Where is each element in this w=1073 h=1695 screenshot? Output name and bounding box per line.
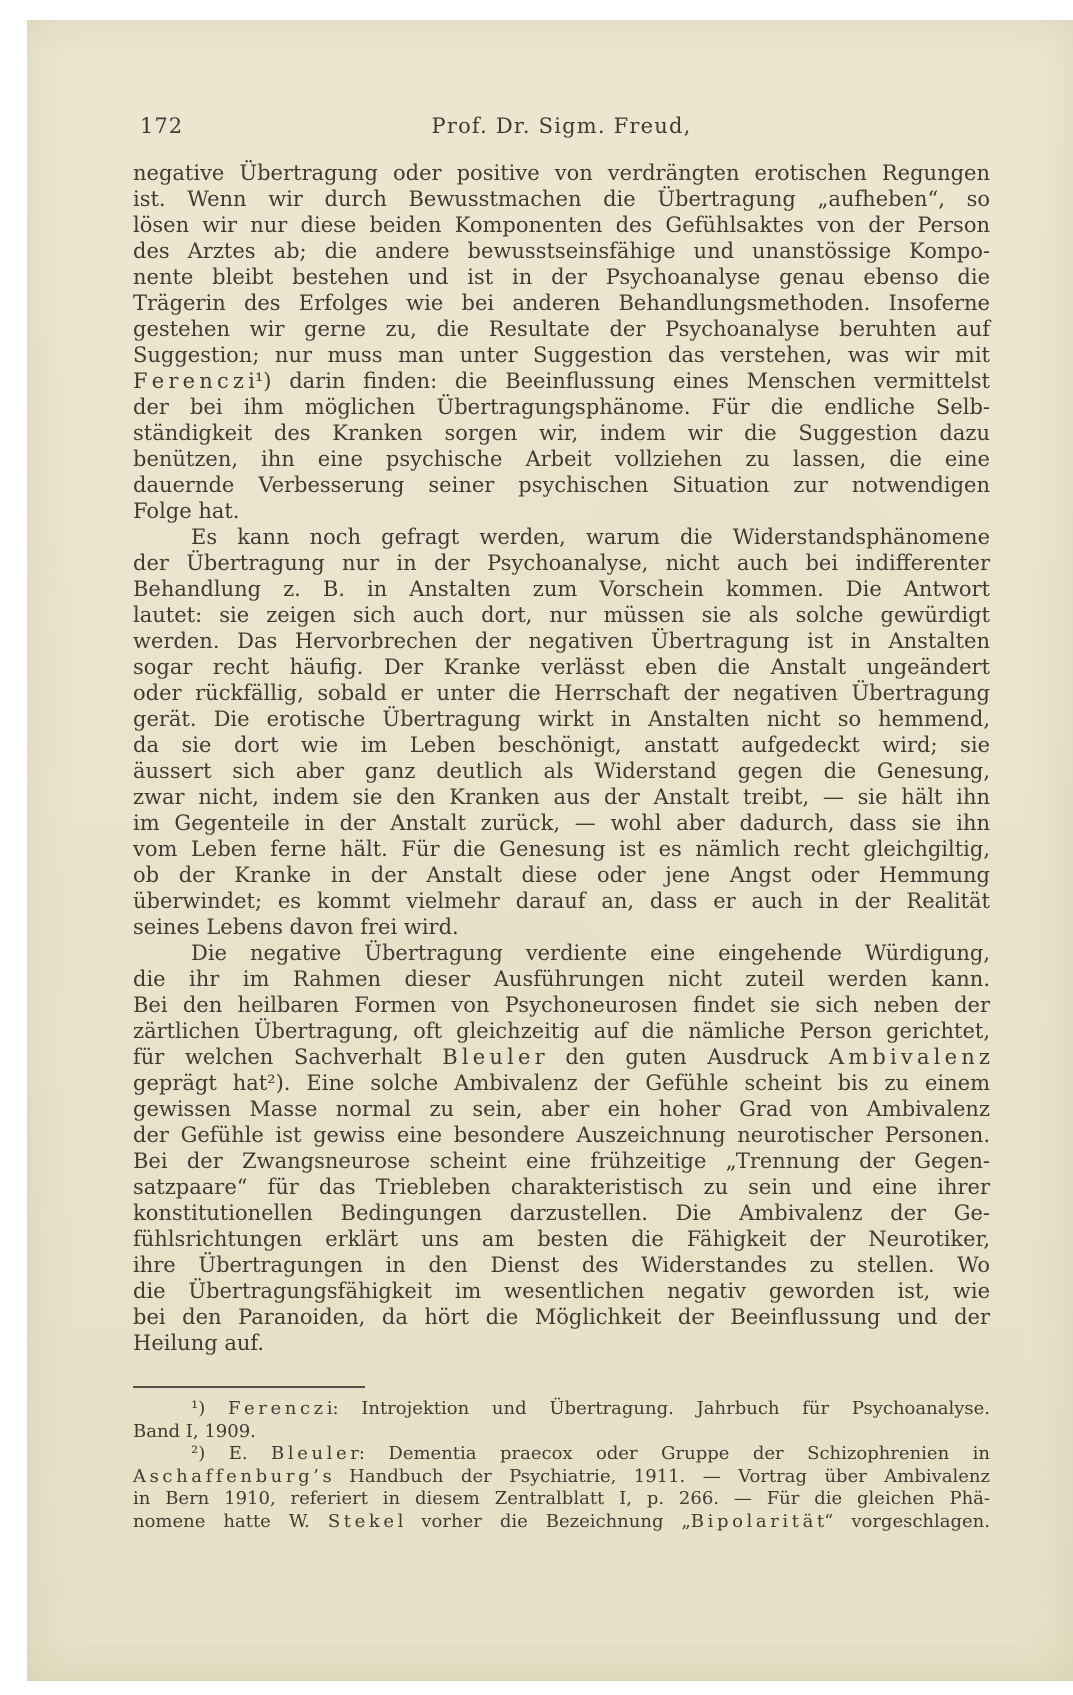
text-line: überwindet; es kommt vielmehr darauf an, dass er auch in der Realität <box>133 889 990 913</box>
text-line: da sie dort wie im Leben beschönigt, anstatt aufgedeckt wird; sie <box>133 733 990 757</box>
text-line: die Übertragungsfähigkeit im wesentlichen negativ geworden ist, wie <box>133 1279 990 1303</box>
footnotes <box>133 1398 990 1533</box>
text-line: ¹) F e r e n c z i: Introjektion und Übertragung. Jahrbuch für Psychoanalyse. <box>191 1398 990 1419</box>
text-line: F e r e n c z i¹) darin finden: die Beeinflussung eines Menschen vermittelst <box>133 369 990 393</box>
text-line: dauernde Verbesserung seiner psychischen Situation zur notwendigen <box>133 473 990 497</box>
text-line: Suggestion; nur muss man unter Suggestion das verstehen, was wir mit <box>133 343 990 367</box>
text-line: ob der Kranke in der Anstalt diese oder jene Angst oder Hemmung <box>133 863 990 887</box>
text-line: ist. Wenn wir durch Bewusstmachen die Übertragung „aufheben“, so <box>133 187 990 211</box>
paragraph <box>133 940 990 1356</box>
footnote-separator <box>133 1386 365 1388</box>
text-line: ²) E. B l e u l e r: Dementia praecox oder Gruppe der Schizophrenien in <box>191 1443 990 1464</box>
text-line: der Übertragung nur in der Psychoanalyse, nicht auch bei indifferenter <box>133 551 990 575</box>
text-line: des Arztes ab; die andere bewusstseinsfähige und unanstössige Kompo- <box>133 239 990 263</box>
text-line: Es kann noch gefragt werden, warum die Widerstandsphänomene <box>191 525 990 549</box>
text-line: seines Lebens davon frei wird. <box>133 915 459 939</box>
text-line: werden. Das Hervorbrechen der negativen Übertragung ist in Anstalten <box>133 629 990 653</box>
text-line: sogar recht häufig. Der Kranke verlässt eben die Anstalt ungeändert <box>133 655 990 679</box>
text-line: für welchen Sachverhalt B l e u l e r den guten Ausdruck A m b i v a l e n z <box>133 1045 990 1069</box>
paragraph <box>133 1398 990 1443</box>
text-line: gestehen wir gerne zu, die Resultate der Psychoanalyse beruhten auf <box>133 317 990 341</box>
text-line: gerät. Die erotische Übertragung wirkt in Anstalten nicht so hemmend, <box>133 707 990 731</box>
text-line: fühlsrichtungen erklärt uns am besten die Fähigkeit der Neurotiker, <box>133 1227 990 1251</box>
text-line: gewissen Masse normal zu sein, aber ein hoher Grad von Ambivalenz <box>133 1097 990 1121</box>
text-line: in Bern 1910, referiert in diesem Zentralblatt I, p. 266. — Für die gleichen Phä- <box>133 1488 990 1509</box>
running-head: Prof. Dr. Sigm. Freud, <box>431 114 692 138</box>
text-line: bei den Paranoiden, da hört die Möglichkeit der Beeinflussung und der <box>133 1305 990 1329</box>
body-text <box>133 160 990 1356</box>
text-line: nomene hatte W. S t e k e l vorher die Bezeichnung „B i p o l a r i t ä t“ vorgeschlagen. <box>133 1510 990 1532</box>
text-line: die ihr im Rahmen dieser Ausführungen nicht zuteil werden kann. <box>133 967 990 991</box>
text-line: Trägerin des Erfolges wie bei anderen Behandlungsmethoden. Insoferne <box>133 291 990 315</box>
text-line: oder rückfällig, sobald er unter die Herrschaft der negativen Übertragung <box>133 681 990 705</box>
book-page <box>27 20 1073 1681</box>
text-line: lautet: sie zeigen sich auch dort, nur müssen sie als solche gewürdigt <box>133 603 990 627</box>
text-line: lösen wir nur diese beiden Komponenten des Gefühlsaktes von der Person <box>133 213 990 237</box>
text-line: Behandlung z. B. in Anstalten zum Vorschein kommen. Die Antwort <box>133 577 990 601</box>
text-line: benützen, ihn eine psychische Arbeit vollziehen zu lassen, die eine <box>133 447 990 471</box>
text-line: äussert sich aber ganz deutlich als Widerstand gegen die Genesung, <box>133 759 990 783</box>
text-line: nente bleibt bestehen und ist in der Psychoanalyse genau ebenso die <box>133 265 990 289</box>
text-line: Die negative Übertragung verdiente eine eingehende Würdigung, <box>191 941 990 965</box>
text-line: Heilung auf. <box>133 1331 265 1355</box>
text-line: satzpaare“ für das Triebleben charakteristisch zu sein und eine ihrer <box>133 1175 990 1199</box>
paragraph <box>133 1443 990 1533</box>
text-line: Band I, 1909. <box>133 1420 256 1442</box>
text-line: der bei ihm möglichen Übertragungsphänome. Für die endliche Selb- <box>133 395 990 419</box>
page-number: 172 <box>140 114 184 138</box>
text-line: vom Leben ferne hält. Für die Genesung ist es nämlich recht gleichgiltig, <box>133 837 990 861</box>
text-line: ständigkeit des Kranken sorgen wir, indem wir die Suggestion dazu <box>133 421 990 445</box>
text-line: Folge hat. <box>133 499 240 523</box>
text-line: A s c h a f f e n b u r g ’ s Handbuch der Psychiatrie, 1911. — Vortrag über Ambivalenz <box>133 1465 990 1487</box>
paragraph <box>133 524 990 940</box>
text-line: zärtlichen Übertragung, oft gleichzeitig auf die nämliche Person gerichtet, <box>133 1019 990 1043</box>
text-line: Bei der Zwangsneurose scheint eine frühzeitige „Trennung der Gegen- <box>133 1149 990 1173</box>
text-line: Bei den heilbaren Formen von Psychoneurosen findet sie sich neben der <box>133 993 990 1017</box>
text-line: ihre Übertragungen in den Dienst des Widerstandes zu stellen. Wo <box>133 1253 990 1277</box>
text-line: im Gegenteile in der Anstalt zurück, — wohl aber dadurch, dass sie ihn <box>133 811 990 835</box>
text-line: der Gefühle ist gewiss eine besondere Auszeichnung neurotischer Personen. <box>133 1123 990 1147</box>
paragraph <box>133 160 990 524</box>
page-header <box>133 112 990 140</box>
text-line: negative Übertragung oder positive von verdrängten erotischen Regungen <box>133 161 990 185</box>
text-line: konstitutionellen Bedingungen darzustellen. Die Ambivalenz der Ge- <box>133 1201 990 1225</box>
text-line: zwar nicht, indem sie den Kranken aus der Anstalt treibt, — sie hält ihn <box>133 785 990 809</box>
text-line: geprägt hat²). Eine solche Ambivalenz der Gefühle scheint bis zu einem <box>133 1071 990 1095</box>
